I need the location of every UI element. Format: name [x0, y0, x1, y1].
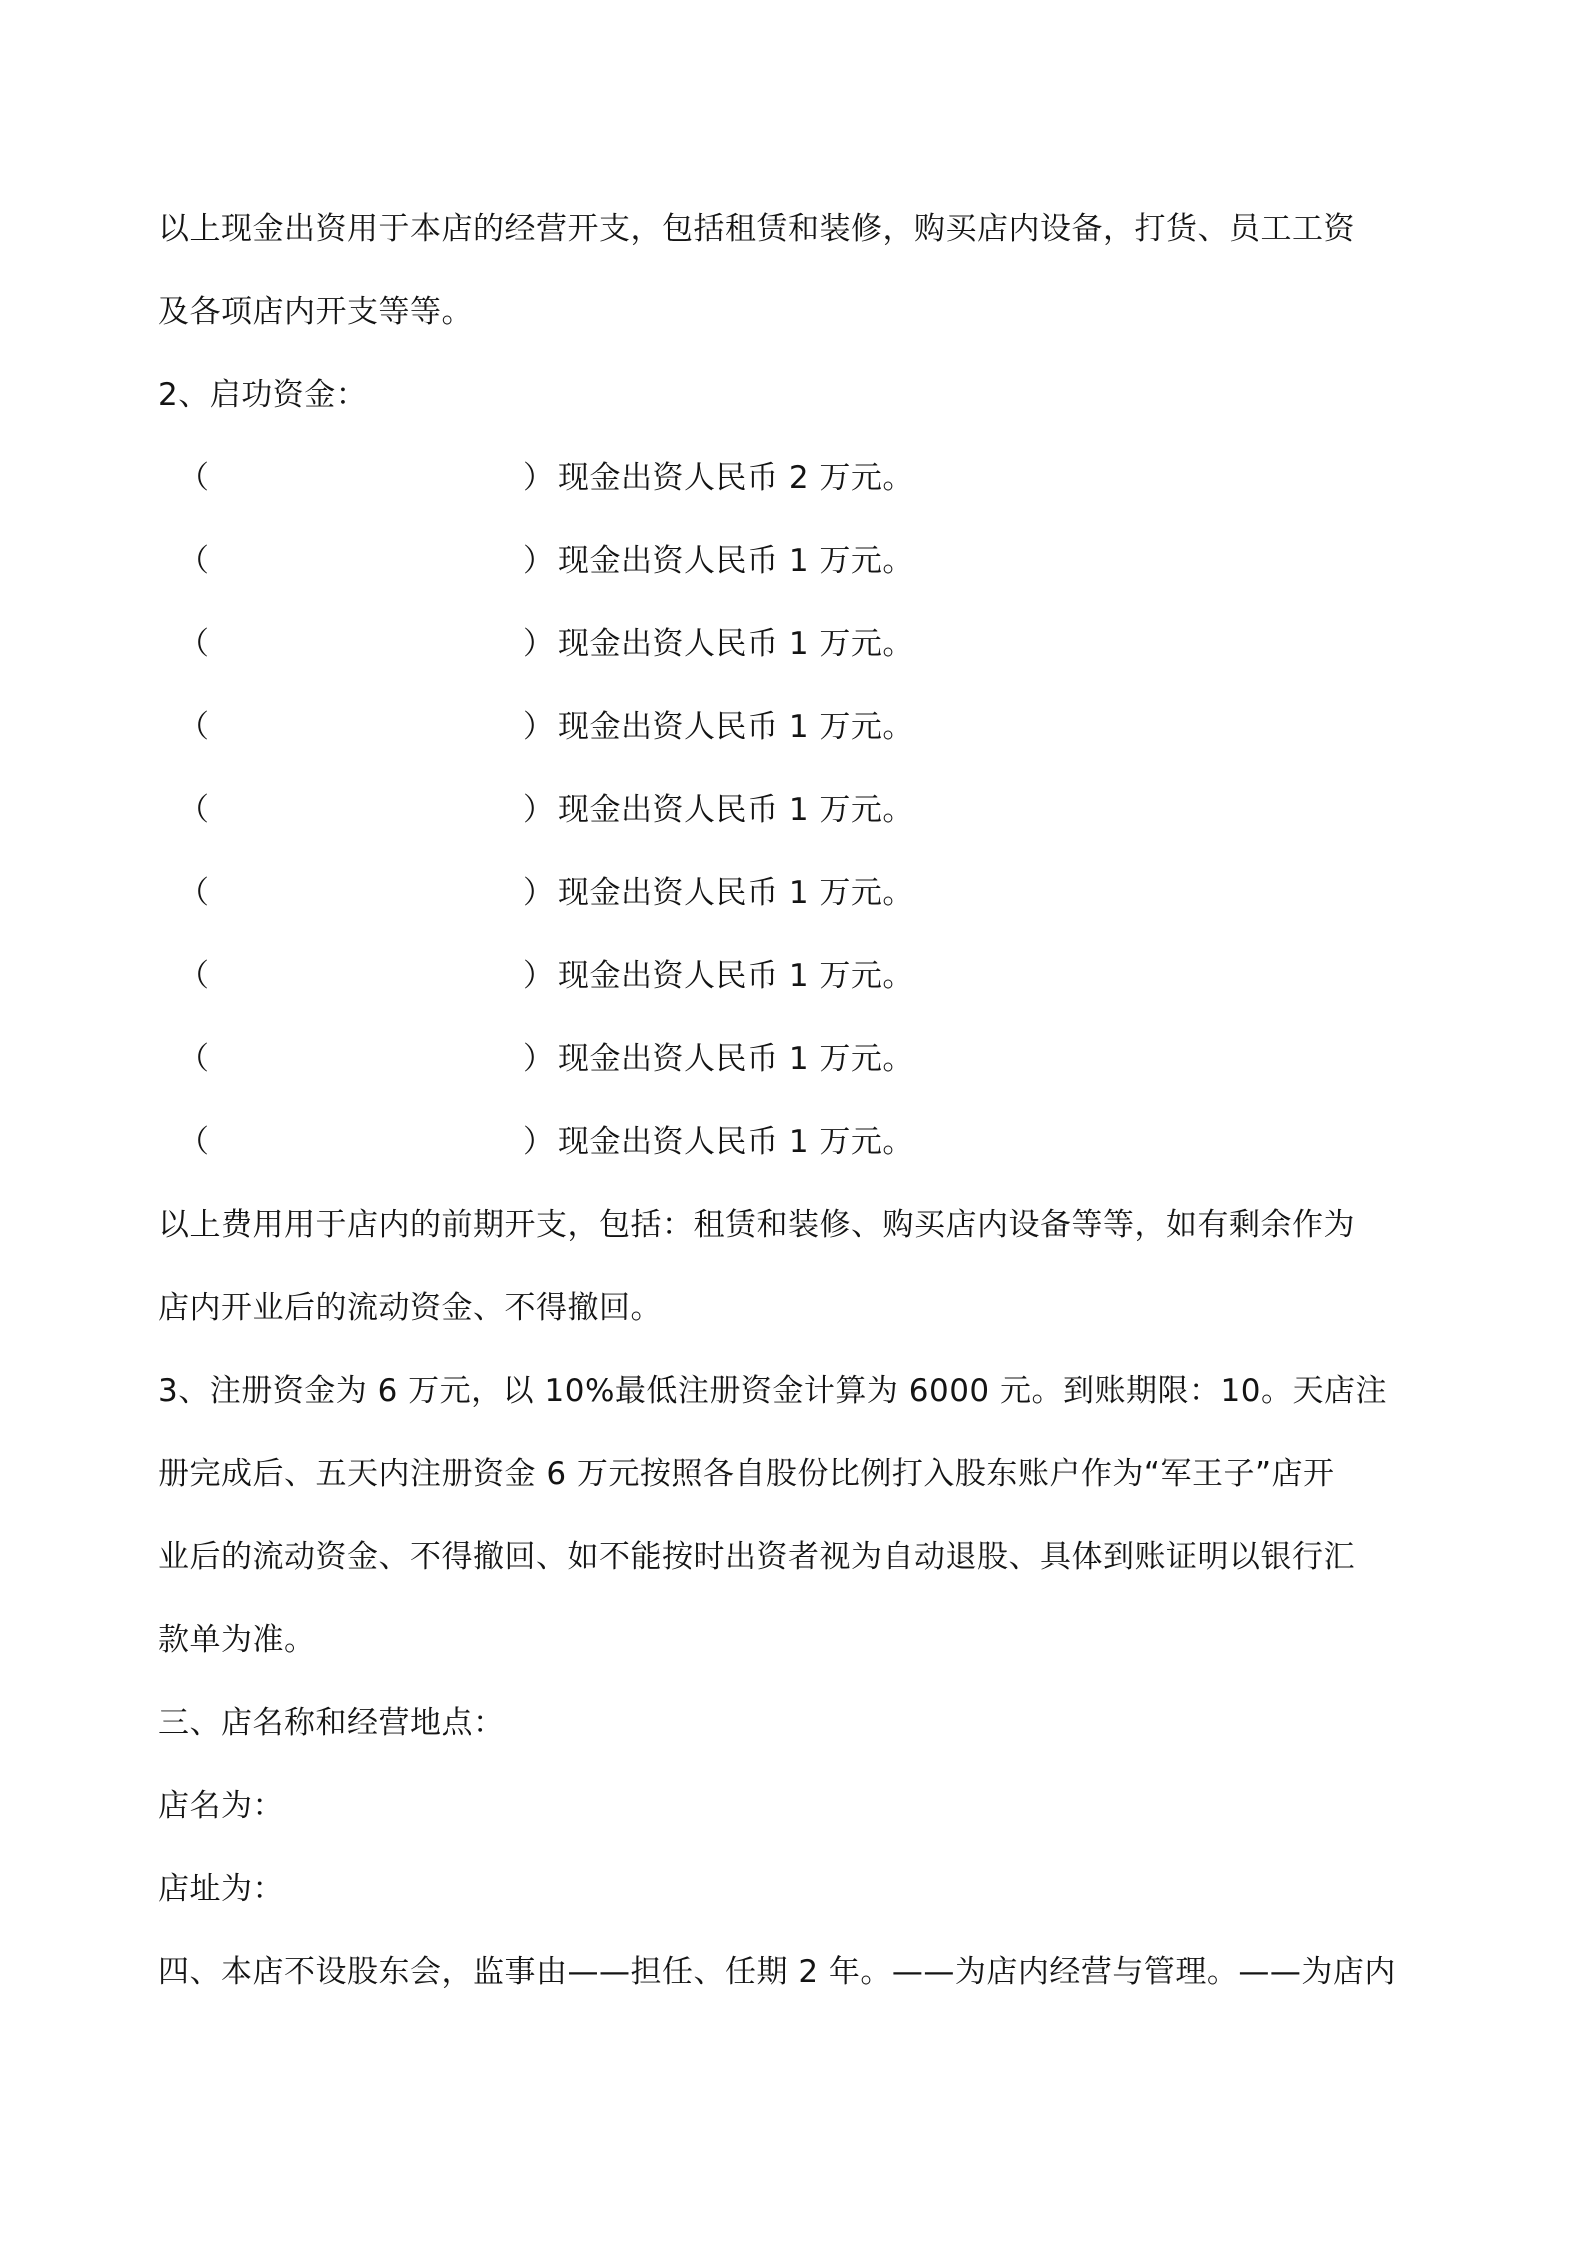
blank-open-paren: （: [178, 709, 209, 745]
capital-amount-text: 现金出资人民币 1 万元。: [558, 958, 914, 994]
capital-amount-text: 现金出资人民币 1 万元。: [558, 875, 914, 911]
paragraph-cash-usage-line-1: 以上现金出资用于本店的经营开支，包括租赁和装修，购买店内设备，打货、员工工资: [158, 211, 1355, 247]
blank-close-paren: ）: [523, 543, 554, 579]
blank-open-paren: （: [178, 626, 209, 662]
capital-entry: [178, 619, 938, 669]
capital-entry: [178, 1034, 938, 1084]
blank-close-paren: ）: [523, 709, 554, 745]
blank-close-paren: ）: [523, 626, 554, 662]
blank-open-paren: （: [178, 958, 209, 994]
shop-name-label: 店名为：: [158, 1788, 284, 1824]
capital-entry: [178, 453, 938, 503]
capital-entry: [178, 785, 938, 835]
blank-close-paren: ）: [523, 1041, 554, 1077]
paragraph-registered-capital-line-1: 3、注册资金为 6 万元，以 10%最低注册资金计算为 6000 元。到账期限：10。天店注: [158, 1373, 1387, 1409]
section-four-line-1: 四、本店不设股东会，监事由——担任、任期 2 年。——为店内经营与管理。——为店内: [158, 1954, 1396, 1990]
capital-amount-text: 现金出资人民币 1 万元。: [558, 626, 914, 662]
section-heading-startup-funds: 2、启功资金：: [158, 377, 368, 413]
capital-amount-text: 现金出资人民币 1 万元。: [558, 1041, 914, 1077]
blank-close-paren: ）: [523, 875, 554, 911]
capital-entry: [178, 1117, 938, 1167]
paragraph-registered-capital-line-3: 业后的流动资金、不得撤回、如不能按时出资者视为自动退股、具体到账证明以银行汇: [158, 1539, 1355, 1575]
blank-open-paren: （: [178, 1041, 209, 1077]
capital-entry: [178, 868, 938, 918]
capital-amount-text: 现金出资人民币 1 万元。: [558, 1124, 914, 1160]
capital-amount-text: 现金出资人民币 1 万元。: [558, 709, 914, 745]
blank-open-paren: （: [178, 460, 209, 496]
paragraph-cash-usage-line-2: 及各项店内开支等等。: [158, 294, 473, 330]
capital-amount-text: 现金出资人民币 1 万元。: [558, 543, 914, 579]
blank-open-paren: （: [178, 1124, 209, 1160]
section-heading-shop-name-location: 三、店名称和经营地点：: [158, 1705, 505, 1741]
blank-close-paren: ）: [523, 1124, 554, 1160]
blank-open-paren: （: [178, 792, 209, 828]
paragraph-registered-capital-line-4: 款单为准。: [158, 1622, 316, 1658]
paragraph-registered-capital-line-2: 册完成后、五天内注册资金 6 万元按照各自股份比例打入股东账户作为“军王子”店开: [158, 1456, 1335, 1492]
capital-amount-text: 现金出资人民币 2 万元。: [558, 460, 914, 496]
capital-amount-text: 现金出资人民币 1 万元。: [558, 792, 914, 828]
shop-address-label: 店址为：: [158, 1871, 284, 1907]
blank-open-paren: （: [178, 543, 209, 579]
paragraph-expense-usage-line-2: 店内开业后的流动资金、不得撤回。: [158, 1290, 662, 1326]
blank-close-paren: ）: [523, 460, 554, 496]
capital-entry: [178, 951, 938, 1001]
blank-open-paren: （: [178, 875, 209, 911]
capital-entry: [178, 702, 938, 752]
paragraph-expense-usage-line-1: 以上费用用于店内的前期开支，包括：租赁和装修、购买店内设备等等，如有剩余作为: [158, 1207, 1355, 1243]
blank-close-paren: ）: [523, 792, 554, 828]
blank-close-paren: ）: [523, 958, 554, 994]
capital-entry: [178, 536, 938, 586]
